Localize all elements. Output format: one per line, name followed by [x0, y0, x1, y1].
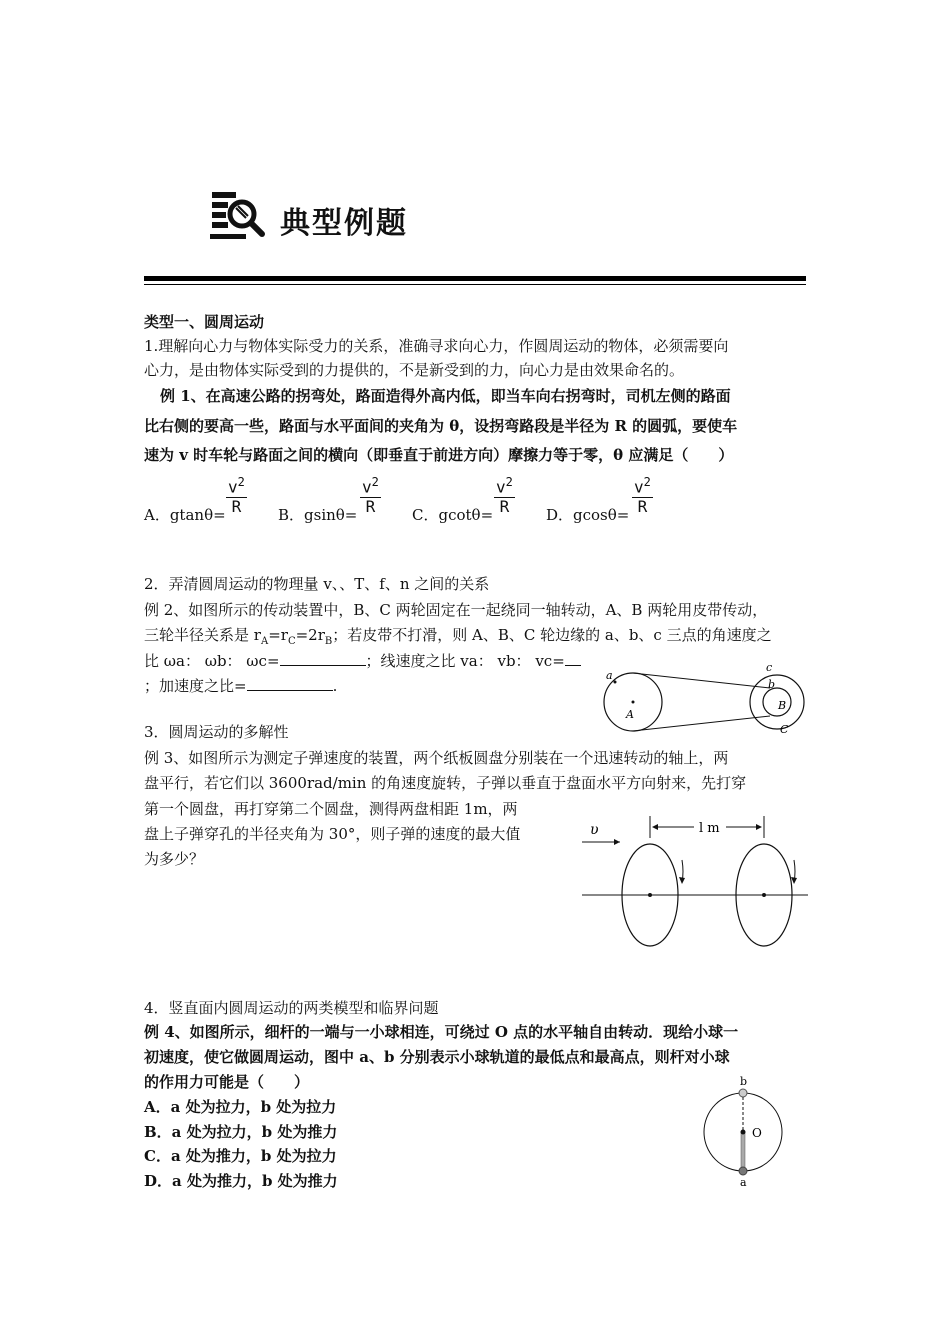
example-line: 速为 v 时车轮与路面之间的横向（即垂直于前进方向）摩擦力等于零，θ 应满足（ ）	[144, 446, 734, 464]
search-doc-icon	[208, 188, 268, 244]
option-c: C．gcotθ=	[412, 506, 494, 524]
paragraph-line: 第一个圆盘，再打穿第二个圆盘，测得两盘相距 1m，两	[144, 800, 518, 818]
fraction-a: $\frac{v^2}{R}$	[226, 472, 247, 516]
section-heading: 类型一、圆周运动	[144, 313, 265, 331]
label-b: b	[740, 1075, 748, 1088]
section4-heading: 4．竖直面内圆周运动的两类模型和临界问题	[144, 999, 439, 1017]
paragraph-line: 盘平行，若它们以 3600rad/min 的角速度旋转，子弹以垂直于盘面水平方向射来，先打穿	[144, 774, 747, 792]
label-c: c	[766, 661, 773, 674]
label-b: b	[768, 678, 776, 691]
section2-heading: 2．弄清圆周运动的物理量 v、、T、f、n 之间的关系	[144, 575, 490, 593]
fraction-d: $\frac{v^2}{R}$	[632, 472, 653, 516]
answer-blank[interactable]	[565, 665, 581, 666]
page-title: 典型例题	[280, 206, 408, 241]
paragraph-line: 例 3、如图所示为测定子弹速度的装置，两个纸板圆盘分别装在一个迅速转动的轴上，两	[144, 749, 729, 767]
label-O: O	[752, 1126, 762, 1140]
example-line: 的作用力可能是（ ）	[144, 1073, 310, 1091]
answer-blank[interactable]	[280, 665, 366, 666]
label-B: B	[778, 699, 787, 712]
paragraph-line: 例 2、如图所示的传动装置中，B、C 两轮固定在一起绕同一轴转动，A、B 两轮用皮带传动，	[144, 601, 768, 619]
label-A: A	[626, 708, 634, 721]
paragraph-line: 比 ωa： ωb： ωc= ；线速度之比 va： vb： vc=	[144, 649, 581, 673]
paragraph-line: 盘上子弹穿孔的半径夹角为 30°，则子弹的速度的最大值	[144, 825, 521, 843]
distance-label: l m	[699, 821, 720, 836]
paragraph-line: 三轮半径关系是 $r_A=r_C=2r_B$；若皮带不打滑，则 A、B、C 轮边缘的 a、b、c 三点的角速度之	[144, 626, 772, 647]
title-rule-thick	[144, 276, 806, 281]
example-line: 例 4、如图所示，细杆的一端与一小球相连，可绕过 O 点的水平轴自由转动．现给小球一	[144, 1023, 739, 1041]
choice-c: C．a 处为推力，b 处为拉力	[144, 1147, 337, 1165]
belt-drive-figure	[600, 660, 812, 738]
answer-blank[interactable]	[247, 690, 333, 691]
velocity-label: υ	[590, 822, 599, 838]
label-C: C	[780, 723, 789, 736]
fraction-c: $\frac{v^2}{R}$	[494, 472, 515, 516]
paragraph-line: ；加速度之比= .	[144, 677, 338, 695]
option-b: B．gsinθ=	[278, 506, 358, 524]
choice-a: A．a 处为拉力，b 处为拉力	[144, 1098, 337, 1116]
example-line: 初速度，使它做圆周运动，图中 a、b 分别表示小球轨道的最低点和最高点，则杆对小球	[144, 1048, 730, 1066]
example-line: 例 1、在高速公路的拐弯处，路面造得外高内低，即当车向右拐弯时，司机左侧的路面	[160, 387, 731, 405]
fraction-b: $\frac{v^2}{R}$	[360, 472, 381, 516]
choice-b: B．a 处为拉力，b 处为推力	[144, 1123, 338, 1141]
label-a: a	[606, 669, 613, 682]
section3-heading: 3．圆周运动的多解性	[144, 723, 289, 741]
paragraph-line: 1.理解向心力与物体实际受力的关系，准确寻求向心力，作圆周运动的物体，必须需要向	[144, 337, 729, 355]
option-d: D．gcosθ=	[546, 506, 630, 524]
paragraph-line: 心力，是由物体实际受到的力提供的，不是新受到的力，向心力是由效果命名的。	[144, 361, 685, 379]
bullet-disks-figure	[578, 812, 812, 950]
rod-circle-figure	[700, 1074, 790, 1190]
example-line: 比右侧的要高一些，路面与水平面间的夹角为 θ，设拐弯路段是半径为 R 的圆弧，要使车	[144, 417, 738, 435]
choice-d: D．a 处为推力，b 处为推力	[144, 1172, 338, 1190]
title-rule-thin	[144, 284, 806, 285]
paragraph-line: 为多少？	[144, 850, 205, 868]
label-a: a	[740, 1176, 747, 1189]
option-a: A．gtanθ=	[144, 506, 226, 524]
